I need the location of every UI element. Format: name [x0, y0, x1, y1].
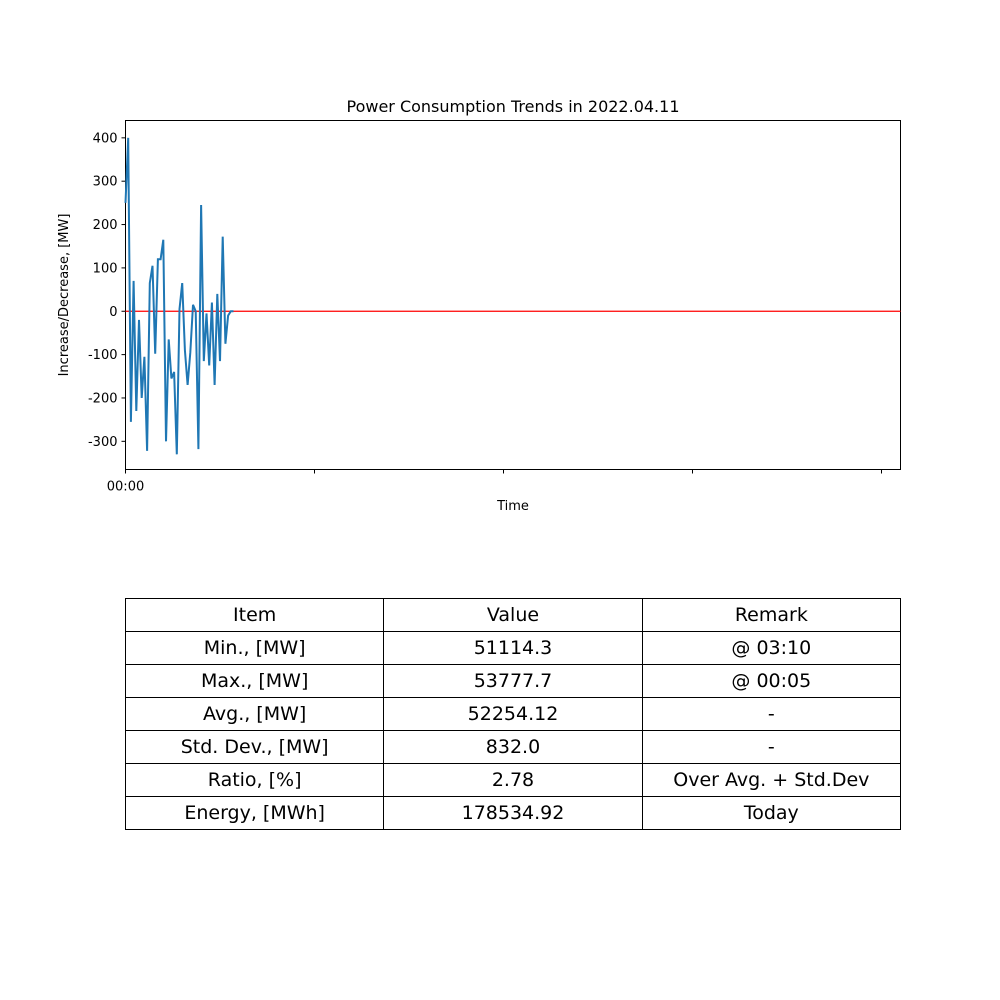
y-tick-label: -100 — [87, 348, 118, 364]
stats-table — [125, 598, 901, 830]
y-tick-label: 400 — [92, 131, 118, 147]
table-cell: 178534.92 — [384, 797, 642, 830]
table-cell: @ 03:10 — [642, 632, 900, 665]
table-cell: - — [642, 698, 900, 731]
table-cell: Max., [MW] — [126, 665, 384, 698]
table-cell: Today — [642, 797, 900, 830]
plot-frame — [126, 121, 901, 470]
y-tick-label: 0 — [109, 304, 118, 320]
table-row — [126, 665, 901, 698]
y-tick-label: -200 — [87, 391, 118, 407]
table-cell: Std. Dev., [MW] — [126, 731, 384, 764]
series-line — [126, 138, 234, 454]
table-cell: 832.0 — [384, 731, 642, 764]
table-row — [126, 731, 901, 764]
table-row — [126, 698, 901, 731]
chart-title: Power Consumption Trends in 2022.04.11 — [346, 97, 680, 116]
y-tick-label: 100 — [92, 261, 118, 277]
table-cell: 51114.3 — [384, 632, 642, 665]
table-header-cell: Item — [126, 599, 384, 632]
table-cell: 53777.7 — [384, 665, 642, 698]
table-cell: 52254.12 — [384, 698, 642, 731]
x-axis-label: Time — [497, 499, 529, 514]
table-cell: Ratio, [%] — [126, 764, 384, 797]
table-header-row — [126, 599, 901, 632]
y-tick-label: 300 — [92, 174, 118, 190]
table-header-cell: Value — [384, 599, 642, 632]
table-cell: Avg., [MW] — [126, 698, 384, 731]
x-axis-ticks — [107, 470, 882, 495]
y-axis-ticks — [88, 131, 126, 449]
y-tick-label: -300 — [87, 434, 118, 450]
y-axis-label: Increase/Decrease, [MW] — [57, 213, 72, 377]
table-cell: Energy, [MWh] — [126, 797, 384, 830]
y-tick-label: 200 — [92, 218, 118, 234]
table-cell: Over Avg. + Std.Dev — [642, 764, 900, 797]
table-row — [126, 764, 901, 797]
table-cell: @ 00:05 — [642, 665, 900, 698]
table-cell: - — [642, 731, 900, 764]
x-tick-label: 00:00 — [106, 479, 145, 495]
table-cell: Min., [MW] — [126, 632, 384, 665]
table-header-cell: Remark — [642, 599, 900, 632]
table-row — [126, 632, 901, 665]
table-row — [126, 797, 901, 830]
table-cell: 2.78 — [384, 764, 642, 797]
